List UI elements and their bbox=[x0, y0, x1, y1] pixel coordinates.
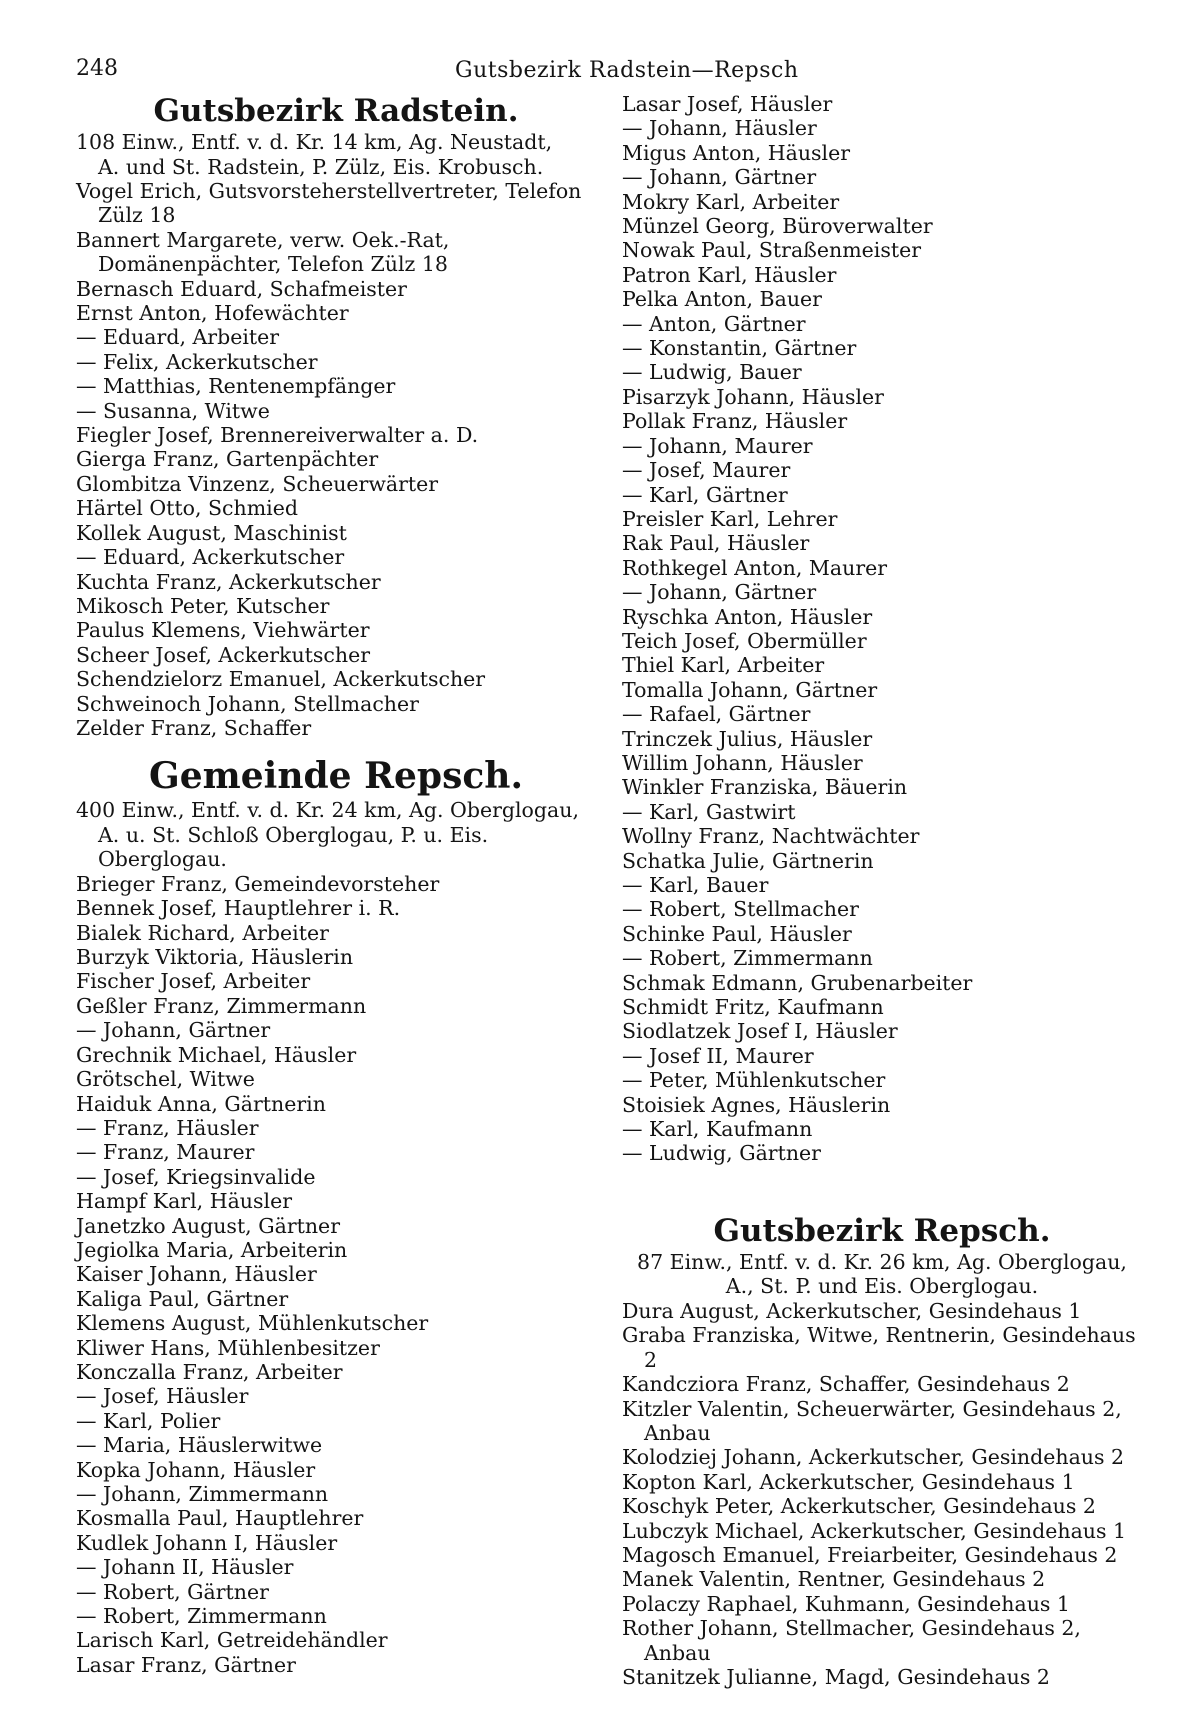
directory-entry: Kollek August, Maschinist bbox=[76, 520, 347, 545]
directory-entry: — Ludwig, Bauer bbox=[622, 360, 802, 385]
directory-entry: — Ludwig, Gärtner bbox=[622, 1141, 821, 1166]
info-line-1: 108 Einw., Entf. v. d. Kr. 14 km, Ag. Neustadt, bbox=[76, 130, 553, 154]
directory-entry: — Matthias, Rentenempfänger bbox=[76, 374, 396, 399]
directory-entry: Polaczy Raphael, Kuhmann, Gesindehaus 1 bbox=[622, 1591, 1070, 1616]
entry-list-gutsbezirk-repsch bbox=[622, 1299, 1142, 1690]
directory-entry: Kandcziora Franz, Schaffer, Gesindehaus 2 bbox=[622, 1372, 1070, 1397]
directory-entry: — Josef, Kriegsinvalide bbox=[76, 1164, 316, 1189]
directory-entry: Geßler Franz, Zimmermann bbox=[76, 993, 367, 1018]
directory-entry: Trinczek Julius, Häusler bbox=[622, 726, 873, 751]
directory-entry: — Maria, Häuslerwitwe bbox=[76, 1433, 323, 1458]
directory-entry: Thiel Karl, Arbeiter bbox=[622, 653, 825, 678]
directory-entry: — Karl, Polier bbox=[76, 1408, 221, 1433]
directory-entry: — Konstantin, Gärtner bbox=[622, 336, 857, 361]
directory-entry: — Eduard, Arbeiter bbox=[76, 325, 280, 350]
directory-entry: Gierga Franz, Gartenpächter bbox=[76, 447, 379, 472]
directory-entry: Pelka Anton, Bauer bbox=[622, 287, 822, 312]
directory-entry: — Franz, Häusler bbox=[76, 1115, 259, 1140]
directory-entry: Brieger Franz, Gemeindevorsteher bbox=[76, 871, 440, 896]
directory-entry: — Karl, Gastwirt bbox=[622, 799, 796, 824]
entry-list-gemeinde-left bbox=[76, 872, 596, 1677]
directory-entry: Lasar Josef, Häusler bbox=[622, 92, 833, 116]
directory-entry: Scheer Josef, Ackerkutscher bbox=[76, 642, 371, 667]
directory-entry: Kosmalla Paul, Hauptlehrer bbox=[76, 1506, 364, 1531]
directory-entry: Glombitza Vinzenz, Scheuerwärter bbox=[76, 471, 439, 496]
directory-entry: — Felix, Ackerkutscher bbox=[76, 349, 318, 374]
directory-entry: Kaliga Paul, Gärtner bbox=[76, 1286, 289, 1311]
page-number: 248 bbox=[76, 56, 118, 81]
directory-entry: Teich Josef, Obermüller bbox=[622, 628, 867, 653]
directory-entry: Janetzko August, Gärtner bbox=[76, 1213, 340, 1238]
directory-entry: Larisch Karl, Getreidehändler bbox=[76, 1628, 388, 1653]
directory-entry: — Robert, Zimmermann bbox=[622, 946, 873, 971]
directory-entry: Schinke Paul, Häusler bbox=[622, 921, 852, 946]
directory-entry: — Josef, Häusler bbox=[76, 1384, 249, 1409]
left-column bbox=[76, 92, 596, 1677]
directory-entry: Pollak Franz, Häusler bbox=[622, 409, 848, 434]
directory-entry: — Josef, Maurer bbox=[622, 458, 791, 483]
directory-entry: — Johann II, Häusler bbox=[76, 1555, 294, 1580]
directory-entry: Preisler Karl, Lehrer bbox=[622, 506, 838, 531]
directory-entry: Migus Anton, Häusler bbox=[622, 140, 851, 165]
entry-list-radstein bbox=[76, 179, 596, 740]
section-title-radstein: Gutsbezirk Radstein. bbox=[153, 93, 519, 129]
right-column bbox=[622, 92, 1142, 1689]
directory-entry: Kolodziej Johann, Ackerkutscher, Gesindehaus 2 bbox=[622, 1445, 1125, 1470]
directory-entry: Tomalla Johann, Gärtner bbox=[622, 677, 878, 702]
directory-entry: — Peter, Mühlenkutscher bbox=[622, 1068, 886, 1093]
directory-entry: Kopka Johann, Häusler bbox=[76, 1457, 316, 1482]
section-info-gemeinde-repsch bbox=[76, 798, 596, 872]
directory-entry: — Karl, Bauer bbox=[622, 873, 769, 897]
directory-entry: Mokry Karl, Arbeiter bbox=[622, 189, 840, 214]
directory-entry: Mikosch Peter, Kutscher bbox=[76, 593, 330, 618]
directory-entry: — Josef II, Maurer bbox=[622, 1043, 814, 1068]
directory-entry: Konczalla Franz, Arbeiter bbox=[76, 1359, 343, 1384]
directory-entry: Bannert Margarete, verw. Oek.-Rat, Domänenpächter, Telefon Zülz 18 bbox=[76, 227, 450, 277]
directory-entry: Patron Karl, Häusler bbox=[622, 262, 837, 287]
directory-entry: Magosch Emanuel, Freiarbeiter, Gesindehaus 2 bbox=[622, 1542, 1118, 1567]
directory-entry: Rother Johann, Stellmacher, Gesindehaus 2, Anbau bbox=[622, 1616, 1081, 1665]
directory-entry: — Karl, Kaufmann bbox=[622, 1117, 813, 1142]
directory-entry: Jegiolka Maria, Arbeiterin bbox=[76, 1237, 348, 1262]
directory-entry: Lubczyk Michael, Ackerkutscher, Gesindehaus 1 bbox=[622, 1518, 1127, 1543]
directory-entry: Grötschel, Witwe bbox=[76, 1067, 255, 1092]
directory-entry: Schendzielorz Emanuel, Ackerkutscher bbox=[76, 667, 486, 692]
directory-entry: Ryschka Anton, Häusler bbox=[622, 604, 873, 629]
directory-entry: Klemens August, Mühlenkutscher bbox=[76, 1311, 429, 1336]
directory-entry: Haiduk Anna, Gärtnerin bbox=[76, 1091, 326, 1116]
directory-entry: Kitzler Valentin, Scheuerwärter, Gesindehaus 2, Anbau bbox=[622, 1396, 1122, 1445]
directory-entry: — Franz, Maurer bbox=[76, 1140, 255, 1165]
info-line-2: A. und St. Radstein, P. Zülz, Eis. Krobusch. bbox=[98, 154, 544, 179]
directory-entry: Stanitzek Julianne, Magd, Gesindehaus 2 bbox=[622, 1664, 1050, 1689]
running-head: Gutsbezirk Radstein—Repsch bbox=[455, 58, 799, 83]
directory-entry: — Rafael, Gärtner bbox=[622, 702, 811, 727]
directory-entry: Siodlatzek Josef I, Häusler bbox=[622, 1019, 898, 1044]
directory-entry: — Karl, Gärtner bbox=[622, 482, 788, 507]
directory-entry: Winkler Franziska, Bäuerin bbox=[622, 775, 908, 800]
directory-entry: Wollny Franz, Nachtwächter bbox=[622, 824, 920, 849]
directory-entry: Kliwer Hans, Mühlenbesitzer bbox=[76, 1335, 380, 1360]
section-title-gutsbezirk-repsch: Gutsbezirk Repsch. bbox=[713, 1212, 1051, 1249]
directory-entry: Kudlek Johann I, Häusler bbox=[76, 1530, 338, 1555]
directory-entry: — Robert, Gärtner bbox=[76, 1579, 269, 1604]
directory-entry: Manek Valentin, Rentner, Gesindehaus 2 bbox=[622, 1567, 1046, 1592]
directory-entry: Grechnik Michael, Häusler bbox=[76, 1042, 357, 1067]
directory-entry: Schatka Julie, Gärtnerin bbox=[622, 848, 874, 873]
entry-list-gemeinde-right bbox=[622, 92, 1142, 1166]
directory-entry: Fiegler Josef, Brennereiverwalter a. D. bbox=[76, 423, 479, 448]
directory-entry: Nowak Paul, Straßenmeister bbox=[622, 238, 922, 263]
directory-entry: Zelder Franz, Schaffer bbox=[76, 715, 312, 740]
directory-entry: Härtel Otto, Schmied bbox=[76, 496, 298, 521]
directory-entry: — Eduard, Ackerkutscher bbox=[76, 545, 345, 570]
directory-entry: Stoisiek Agnes, Häuslerin bbox=[622, 1092, 891, 1117]
directory-entry: — Johann, Zimmermann bbox=[76, 1482, 329, 1506]
info-line-2: A. u. St. Schloß Oberglogau, P. u. Eis. Oberglogau. bbox=[98, 822, 489, 872]
info-line-1: 400 Einw., Entf. v. d. Kr. 24 km, Ag. Oberglogau, bbox=[76, 798, 579, 823]
directory-entry: Bialek Richard, Arbeiter bbox=[76, 920, 329, 945]
directory-entry: Kopton Karl, Ackerkutscher, Gesindehaus 1 bbox=[622, 1469, 1075, 1494]
directory-entry: — Johann, Gärtner bbox=[622, 580, 817, 605]
directory-entry: — Johann, Maurer bbox=[622, 433, 813, 458]
directory-entry: — Johann, Gärtner bbox=[76, 1018, 271, 1043]
section-info-radstein bbox=[76, 130, 596, 179]
info-line-2: A., St. P. und Eis. Oberglogau. bbox=[725, 1274, 1039, 1299]
directory-entry: — Johann, Häusler bbox=[622, 116, 817, 141]
directory-entry: Kaiser Johann, Häusler bbox=[76, 1262, 317, 1287]
directory-entry: Graba Franziska, Witwe, Rentnerin, Gesindehaus 2 bbox=[622, 1323, 1136, 1372]
directory-entry: — Susanna, Witwe bbox=[76, 398, 270, 423]
directory-entry: Schweinoch Johann, Stellmacher bbox=[76, 691, 419, 716]
directory-entry: Kuchta Franz, Ackerkutscher bbox=[76, 569, 381, 594]
directory-entry: Koschyk Peter, Ackerkutscher, Gesindehaus 2 bbox=[622, 1494, 1096, 1519]
directory-entry: Willim Johann, Häusler bbox=[622, 750, 863, 775]
info-line-1: 87 Einw., Entf. v. d. Kr. 26 km, Ag. Oberglogau, bbox=[637, 1249, 1127, 1274]
directory-entry: Pisarzyk Johann, Häusler bbox=[622, 384, 884, 409]
directory-entry: Hampf Karl, Häusler bbox=[76, 1189, 293, 1214]
directory-entry: Paulus Klemens, Viehwärter bbox=[76, 618, 370, 643]
directory-entry: Schmak Edmann, Grubenarbeiter bbox=[622, 970, 973, 995]
directory-entry: Ernst Anton, Hofewächter bbox=[76, 301, 349, 326]
directory-entry: Bennek Josef, Hauptlehrer i. R. bbox=[76, 896, 401, 921]
directory-entry: Burzyk Viktoria, Häuslerin bbox=[76, 945, 354, 970]
directory-entry: — Robert, Zimmermann bbox=[76, 1604, 327, 1629]
directory-entry: — Johann, Gärtner bbox=[622, 165, 817, 190]
directory-entry: Fischer Josef, Arbeiter bbox=[76, 969, 311, 994]
directory-entry: Dura August, Ackerkutscher, Gesindehaus 1 bbox=[622, 1298, 1082, 1323]
directory-entry: Rak Paul, Häusler bbox=[622, 531, 810, 556]
directory-entry: Lasar Franz, Gärtner bbox=[76, 1652, 296, 1677]
directory-entry: Bernasch Eduard, Schafmeister bbox=[76, 276, 407, 301]
directory-entry: — Anton, Gärtner bbox=[622, 311, 806, 336]
section-info-gutsbezirk-repsch bbox=[622, 1250, 1142, 1299]
directory-entry: — Robert, Stellmacher bbox=[622, 897, 859, 922]
section-title-gemeinde-repsch: Gemeinde Repsch. bbox=[149, 755, 523, 798]
directory-entry: Vogel Erich, Gutsvorsteherstellvertreter, Telefon Zülz 18 bbox=[76, 179, 582, 228]
directory-entry: Münzel Georg, Büroverwalter bbox=[622, 214, 933, 239]
directory-entry: Schmidt Fritz, Kaufmann bbox=[622, 995, 884, 1020]
directory-entry: Rothkegel Anton, Maurer bbox=[622, 555, 888, 580]
